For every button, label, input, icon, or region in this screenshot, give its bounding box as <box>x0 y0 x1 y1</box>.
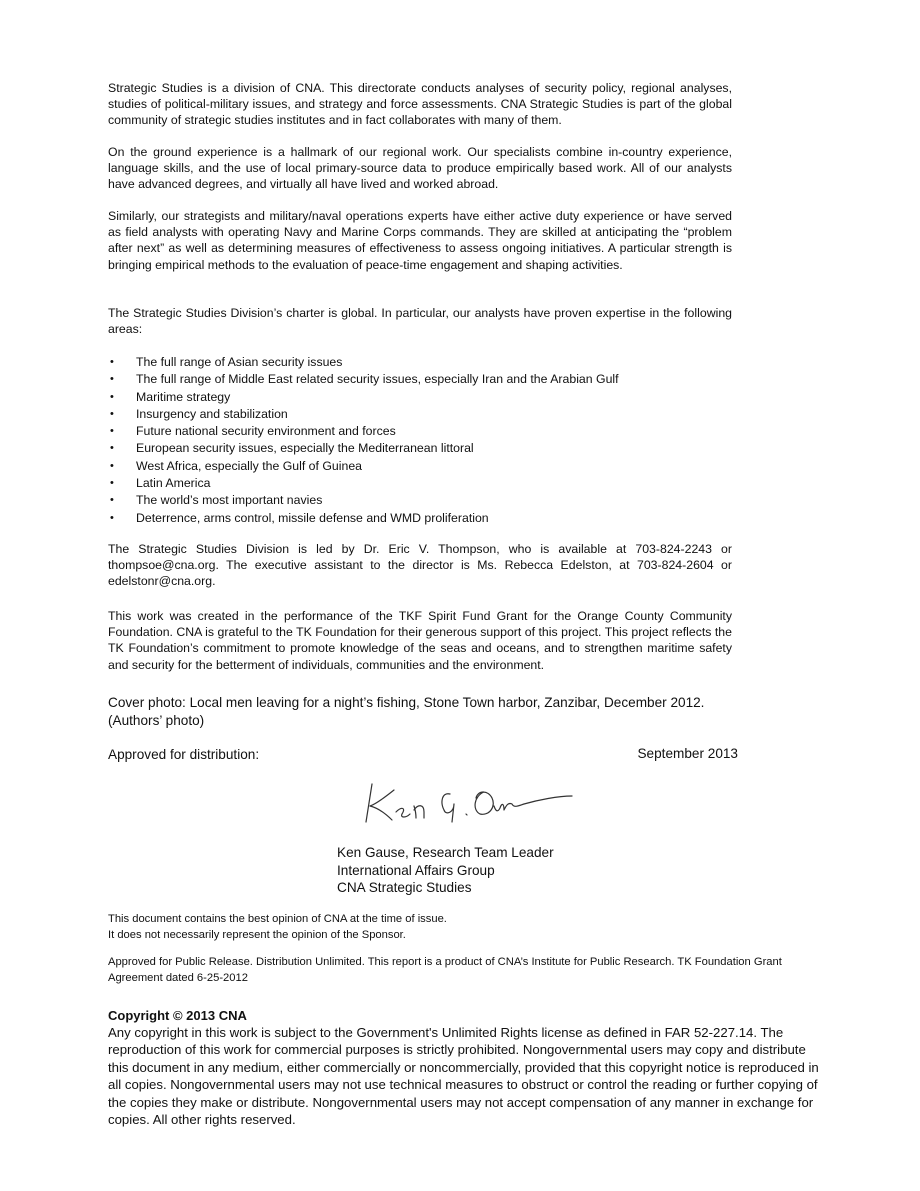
bullet-icon: • <box>110 356 114 368</box>
intro-paragraph-2: On the ground experience is a hallmark of our regional work. Our specialists combine in-country experience, language skills, and the use of local primary-source data to produce empirically based work. All of our analysts have advanced degrees, and virtually all have lived and worked abroad. <box>108 145 732 192</box>
disclaimer <box>108 912 732 944</box>
funding-paragraph: This work was created in the performance of the TKF Spirit Fund Grant for the Orange County Community Foundation. CNA is grateful to the TK Foundation for their generous support of this project. This project reflects the TK Foundation’s commitment to promote knowledge of the seas and oceans, and to strengthen maritime safety and security for the betterment of individuals, communities and the environment. <box>108 609 732 672</box>
cover-photo-caption: Cover photo: Local men leaving for a night’s fishing, Stone Town harbor, Zanzibar, December 2012. (Authors’ photo) <box>108 695 705 728</box>
signatory-org: CNA Strategic Studies <box>337 880 472 896</box>
bullet-icon: • <box>110 477 114 490</box>
bullet-icon: • <box>110 407 114 420</box>
list-item: • The full range of Asian security issues <box>108 354 732 371</box>
expertise-list <box>108 354 732 527</box>
intro-paragraph-1: Strategic Studies is a division of CNA. This directorate conducts analyses of security policy, regional analyses, studies of political-military issues, and strategy and force assessments. CNA Strategic Studies is part of the global community of strategic studies institutes and in fact collaborates with many of them. <box>108 81 732 128</box>
copyright-section <box>108 1007 820 1128</box>
bullet-icon: • <box>110 373 114 386</box>
list-item: • The full range of Middle East related security issues, especially Iran and the Arabian Gulf <box>108 371 732 388</box>
disclaimer-line-1: This document contains the best opinion of CNA at the time of issue. <box>108 913 447 925</box>
intro-paragraph-3: Similarly, our strategists and military/naval operations experts have either active duty experience or have served as field analysts with operating Navy and Marine Corps commands. They are skilled at anticipating the “problem after next” as well as determining measures of effectiveness to assess ongoing initiatives. A particular strength is bringing empirical methods to the evaluation of peace-time engagement and shaping activities. <box>108 209 732 272</box>
list-item: • European security issues, especially the Mediterranean littoral <box>108 440 732 457</box>
list-item: • Latin America <box>108 475 732 492</box>
list-item: • Future national security environment and forces <box>108 423 732 440</box>
signature-image <box>358 776 578 828</box>
signatory-name: Ken Gause, Research Team Leader <box>337 845 554 860</box>
leadership-paragraph: The Strategic Studies Division is led by Dr. Eric V. Thompson, who is available at 703-824-2243 or thompsoe@cna.org. The executive assistant to the director is Ms. Rebecca Edelston, at 703-824-2604 or edelstonr@cna.org. <box>108 542 732 589</box>
approval-date: September 2013 <box>637 746 738 761</box>
list-item: • West Africa, especially the Gulf of Guinea <box>108 458 732 475</box>
list-item: • Deterrence, arms control, missile defense and WMD proliferation <box>108 510 732 527</box>
signatory-block <box>337 844 554 897</box>
approval-label: Approved for distribution: <box>108 747 260 762</box>
bullet-icon: • <box>110 442 114 455</box>
disclaimer-line-2: It does not necessarily represent the opinion of the Sponsor. <box>108 928 406 941</box>
list-item: • Maritime strategy <box>108 389 732 406</box>
bullet-icon: • <box>110 390 114 403</box>
release-notice: Approved for Public Release. Distribution Unlimited. This report is a product of CNA’s Institute for Public Research. TK Foundation Grant Agreement dated 6-25-2012 <box>108 956 782 984</box>
copyright-heading: Copyright © 2013 CNA <box>108 1008 247 1023</box>
intro-paragraph-4: The Strategic Studies Division’s charter is global. In particular, our analysts have proven expertise in the following areas: <box>108 306 732 337</box>
bullet-icon: • <box>110 459 114 472</box>
list-item: • The world’s most important navies <box>108 492 732 509</box>
bullet-icon: • <box>110 494 114 507</box>
copyright-body: Any copyright in this work is subject to the Government's Unlimited Rights license as defined in FAR 52-227.14. The reproduction of this work for commercial purposes is strictly prohibited. Nongovernmental users may copy and distribute this document in any medium, either commercially or noncommercially, provided that this copyright notice is reproduced in all copies. Nongovernmental users may not use technical measures to obstruct or control the reading or further copying of the copies they make or distribute. Nongovernmental users may not accept compensation of any manner in exchange for copies. All other rights reserved. <box>108 1025 819 1128</box>
bullet-icon: • <box>110 425 114 438</box>
signatory-group: International Affairs Group <box>337 862 495 878</box>
list-item: • Insurgency and stabilization <box>108 406 732 423</box>
bullet-icon: • <box>110 511 114 524</box>
